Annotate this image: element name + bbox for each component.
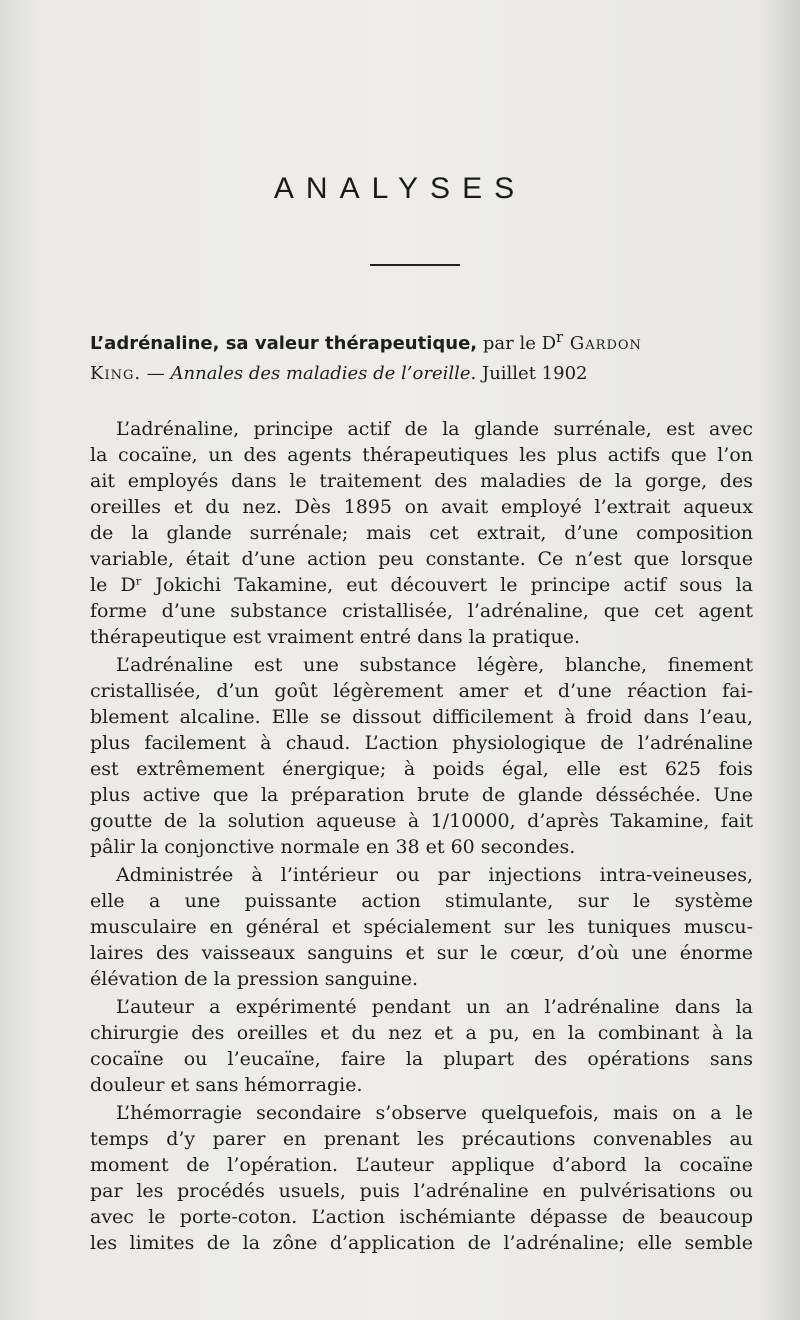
body-line: élévation de la pression sanguine.: [90, 968, 419, 990]
body-line: chirurgie des oreilles et du nez et a pu, en la combinant à la: [90, 1022, 753, 1044]
title-divider: [370, 264, 460, 266]
article-title: L’adrénaline, sa valeur thérapeutique,: [90, 333, 478, 354]
section-title: ANALYSES: [273, 172, 527, 205]
body-line: Administrée à l’intérieur ou par injections intra-veineuses,: [116, 864, 753, 886]
body-line: thérapeutique est vraiment entré dans la pratique.: [90, 626, 581, 648]
body-line: variable, était d’une action peu constante. Ce n’est que lorsque: [90, 548, 753, 570]
body-line: les limites de la zône d’application de l’adrénaline; elle semble: [90, 1232, 753, 1254]
body-line: de la glande surrénale; mais cet extrait, d’une composition: [90, 522, 753, 544]
body-line: douleur et sans hémorragie.: [90, 1074, 363, 1096]
body-line: L’adrénaline, principe actif de la glande surrénale, est avec: [116, 418, 753, 440]
body-line: cristallisée, d’un goût légèrement amer et d’une réaction fai-: [90, 680, 753, 702]
body-line: la cocaïne, un des agents thérapeutiques les plus actifs que l’on: [90, 444, 753, 466]
body-line: par les procédés usuels, puis l’adrénaline en pulvérisations ou: [90, 1180, 753, 1202]
author-first: Gardon: [563, 333, 642, 354]
body-line: est extrêmement énergique; à poids égal, elle est 625 fois: [90, 758, 753, 780]
body-line: temps d’y parer en prenant les précautions convenables au: [90, 1128, 753, 1150]
body-line: blement alcaline. Elle se dissout difficilement à froid dans l’eau,: [90, 706, 753, 728]
body-line: pâlir la conjonctive normale en 38 et 60 secondes.: [90, 836, 576, 858]
article-by: par le D: [477, 333, 557, 354]
body-line: L’adrénaline est une substance légère, blanche, finement: [116, 654, 753, 676]
body-line: plus active que la préparation brute de glande désséchée. Une: [90, 784, 753, 806]
journal-name: Annales des maladies de l’oreille.: [170, 363, 477, 384]
body-line: oreilles et du nez. Dès 1895 on avait employé l’extrait aqueux: [90, 496, 753, 518]
body-line: avec le porte-coton. L’action ischémiante dépasse de beaucoup: [90, 1206, 753, 1228]
body-line: forme d’une substance cristallisée, l’adrénaline, que cet agent: [90, 600, 753, 622]
body-line: cocaïne ou l’eucaïne, faire la plupart des opérations sans: [90, 1048, 753, 1070]
body-line: goutte de la solution aqueuse à 1/10000, d’après Takamine, fait: [90, 810, 753, 832]
body-line: L’auteur a expérimenté pendant un an l’adrénaline dans la: [116, 996, 753, 1018]
article-date: Juillet 1902: [476, 363, 588, 384]
article-heading: [90, 322, 755, 389]
body-line: laires des vaisseaux sanguins et sur le cœur, d’où une énorme: [90, 942, 753, 964]
author-last: King.: [90, 363, 142, 384]
body-line: ait employés dans le traitement des maladies de la gorge, des: [90, 470, 753, 492]
body-line: plus facilement à chaud. L’action physiologique de l’adrénaline: [90, 732, 753, 754]
body-line: musculaire en général et spécialement sur les tuniques muscu-: [90, 916, 753, 938]
body-line: moment de l’opération. L’auteur applique d’abord la cocaïne: [90, 1154, 753, 1176]
body-line: L’hémorragie secondaire s’observe quelquefois, mais on a le: [116, 1102, 753, 1124]
body-line: elle a une puissante action stimulante, sur le système: [90, 890, 753, 912]
heading-dash: —: [141, 363, 171, 384]
dr-superscript: r: [556, 328, 564, 346]
body-line: le Dʳ Jokichi Takamine, eut découvert le principe actif sous la: [90, 574, 753, 596]
